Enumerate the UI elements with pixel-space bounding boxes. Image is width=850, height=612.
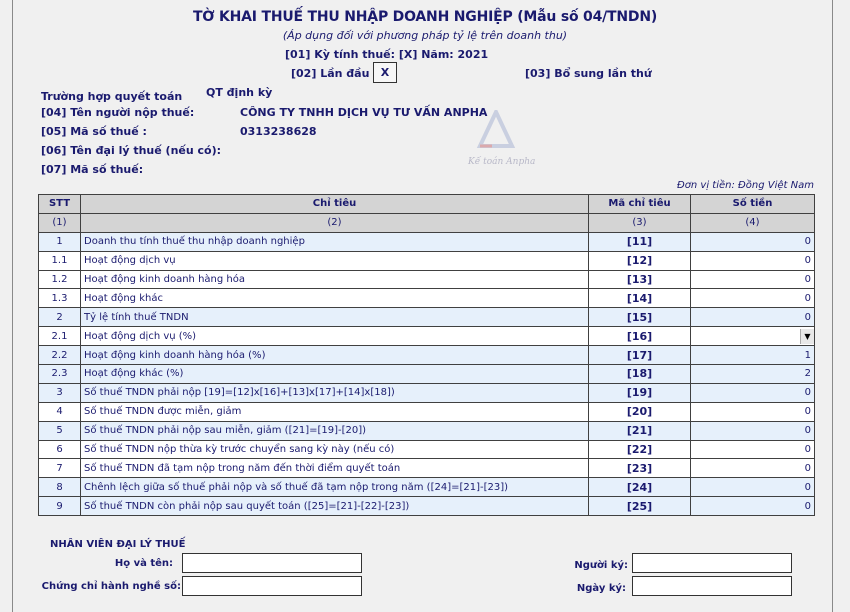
row-code: [24] <box>589 478 691 497</box>
signer-label: Người ký: <box>574 560 628 571</box>
row-amount: 0 <box>691 497 815 516</box>
anpha-logo <box>466 110 536 172</box>
row-label: Chênh lệch giữa số thuế phải nộp và số thuế đã tạm nộp trong năm ([24]=[21]-[23]) <box>81 478 589 497</box>
row-code: [17] <box>589 346 691 365</box>
header-amount: Số tiền <box>691 195 815 214</box>
row-amount-input[interactable]: 0 <box>691 459 815 478</box>
row-stt: 6 <box>39 440 81 459</box>
right-border <box>832 0 833 612</box>
row-code: [20] <box>589 402 691 421</box>
row-code: [15] <box>589 308 691 327</box>
row-amount-input[interactable]: 0 <box>691 440 815 459</box>
row-stt: 1 <box>39 232 81 251</box>
row-stt: 9 <box>39 497 81 516</box>
row-stt: 1.3 <box>39 289 81 308</box>
row-amount-input[interactable]: 0 <box>691 251 815 270</box>
table-row <box>39 346 815 365</box>
table-row <box>39 440 815 459</box>
supplement-label: [03] Bổ sung lần thứ <box>525 67 652 80</box>
row-amount-input[interactable]: 0 <box>691 289 815 308</box>
sign-date-input[interactable] <box>632 576 792 596</box>
signer-input[interactable] <box>632 553 792 573</box>
row-label: Số thuế TNDN đã tạm nộp trong năm đến thời điểm quyết toán <box>81 459 589 478</box>
row-label: Số thuế TNDN nộp thừa kỳ trước chuyển sang kỳ này (nếu có) <box>81 440 589 459</box>
row-label: Số thuế TNDN phải nộp [19]=[12]x[16]+[13]x[17]+[14]x[18]) <box>81 383 589 402</box>
taxpayer-name-value: CÔNG TY TNHH DỊCH VỤ TƯ VẤN ANPHA <box>240 106 488 119</box>
row-label: Hoạt động dịch vụ <box>81 251 589 270</box>
row-label: Doanh thu tính thuế thu nhập doanh nghiệp <box>81 232 589 251</box>
header-item: Chỉ tiêu <box>81 195 589 214</box>
table-row <box>39 421 815 440</box>
row-label: Hoạt động kinh doanh hàng hóa (%) <box>81 346 589 365</box>
table-row <box>39 383 815 402</box>
tax-id-label: [05] Mã số thuế : <box>41 125 147 138</box>
subheader-4: (4) <box>691 213 815 232</box>
row-label: Hoạt động kinh doanh hàng hóa <box>81 270 589 289</box>
table-subheader-row <box>39 213 815 232</box>
settlement-case-value: QT định kỳ <box>206 86 273 99</box>
cert-number-label: Chứng chỉ hành nghề số: <box>41 581 181 592</box>
table-header-row <box>39 195 815 214</box>
row-code: [19] <box>589 383 691 402</box>
cert-number-input[interactable] <box>182 576 362 596</box>
row-stt: 2 <box>39 308 81 327</box>
row-code: [11] <box>589 232 691 251</box>
row-code: [22] <box>589 440 691 459</box>
row-code: [14] <box>589 289 691 308</box>
row-label: Số thuế TNDN còn phải nộp sau quyết toán ([25]=[21]-[22]-[23]) <box>81 497 589 516</box>
service-rate-dropdown[interactable] <box>691 327 815 346</box>
row-code: [12] <box>589 251 691 270</box>
agent-tax-id-label: [07] Mã số thuế: <box>41 163 144 176</box>
row-amount: 0 <box>691 232 815 251</box>
agent-staff-title: NHÂN VIÊN ĐẠI LÝ THUẾ <box>50 539 186 550</box>
row-code: [25] <box>589 497 691 516</box>
row-label: Hoạt động khác <box>81 289 589 308</box>
taxpayer-name-label: [04] Tên người nộp thuế: <box>41 106 195 119</box>
form-subtitle: (Áp dụng đối với phương pháp tỷ lệ trên doanh thu) <box>282 29 568 42</box>
row-amount: 2 <box>691 365 815 384</box>
tax-id-value: 0313238628 <box>240 125 317 138</box>
table-row <box>39 270 815 289</box>
row-stt: 1.2 <box>39 270 81 289</box>
currency-unit: Đơn vị tiền: Đồng Việt Nam <box>677 180 814 191</box>
left-border <box>12 0 13 612</box>
row-stt: 2.2 <box>39 346 81 365</box>
row-stt: 2.3 <box>39 365 81 384</box>
row-stt: 4 <box>39 402 81 421</box>
row-stt: 7 <box>39 459 81 478</box>
row-label: Hoạt động khác (%) <box>81 365 589 384</box>
table-row <box>39 402 815 421</box>
first-time-label: [02] Lần đầu <box>291 67 370 80</box>
subheader-3: (3) <box>589 213 691 232</box>
tax-table <box>38 194 815 516</box>
row-amount: 0 <box>691 383 815 402</box>
table-row <box>39 232 815 251</box>
row-label: Số thuế TNDN phải nộp sau miễn, giảm ([21]=[19]-[20]) <box>81 421 589 440</box>
table-row <box>39 478 815 497</box>
row-label: Số thuế TNDN được miễn, giảm <box>81 402 589 421</box>
first-time-checkbox[interactable]: X <box>373 62 397 83</box>
row-label: Tỷ lệ tính thuế TNDN <box>81 308 589 327</box>
sign-date-label: Ngày ký: <box>576 583 626 594</box>
header-code: Mã chỉ tiêu <box>589 195 691 214</box>
table-row <box>39 365 815 384</box>
subheader-1: (1) <box>39 213 81 232</box>
row-label: Hoạt động dịch vụ (%) <box>81 327 589 346</box>
watermark-text: Kế toán Anpha <box>468 157 536 167</box>
row-code: [13] <box>589 270 691 289</box>
settlement-case-label: Trường hợp quyết toán <box>41 90 183 103</box>
row-stt: 8 <box>39 478 81 497</box>
subheader-2: (2) <box>81 213 589 232</box>
staff-name-input[interactable] <box>182 553 362 573</box>
header-stt: STT <box>39 195 81 214</box>
row-code: [21] <box>589 421 691 440</box>
row-stt: 1.1 <box>39 251 81 270</box>
row-amount: 0 <box>691 308 815 327</box>
row-stt: 5 <box>39 421 81 440</box>
row-code: [23] <box>589 459 691 478</box>
table-row <box>39 251 815 270</box>
table-row <box>39 459 815 478</box>
row-stt: 2.1 <box>39 327 81 346</box>
row-amount: 0 <box>691 478 815 497</box>
row-code: [18] <box>589 365 691 384</box>
row-code: [16] <box>589 327 691 346</box>
row-amount-input[interactable]: 0 <box>691 270 815 289</box>
staff-name-label: Họ và tên: <box>114 558 173 569</box>
row-stt: 3 <box>39 383 81 402</box>
row-amount: 0 <box>691 421 815 440</box>
table-row <box>39 308 815 327</box>
tax-period: [01] Kỳ tính thuế: [X] Năm: 2021 <box>285 48 489 61</box>
row-amount-input[interactable]: 0 <box>691 402 815 421</box>
tax-agent-label: [06] Tên đại lý thuế (nếu có): <box>41 144 222 157</box>
table-row <box>39 289 815 308</box>
chevron-down-icon[interactable]: ▼ <box>800 329 814 344</box>
table-row <box>39 497 815 516</box>
table-row <box>39 327 815 346</box>
row-amount: 1 <box>691 346 815 365</box>
form-title: TỜ KHAI THUẾ THU NHẬP DOANH NGHIỆP (Mẫu số 04/TNDN) <box>192 9 658 25</box>
